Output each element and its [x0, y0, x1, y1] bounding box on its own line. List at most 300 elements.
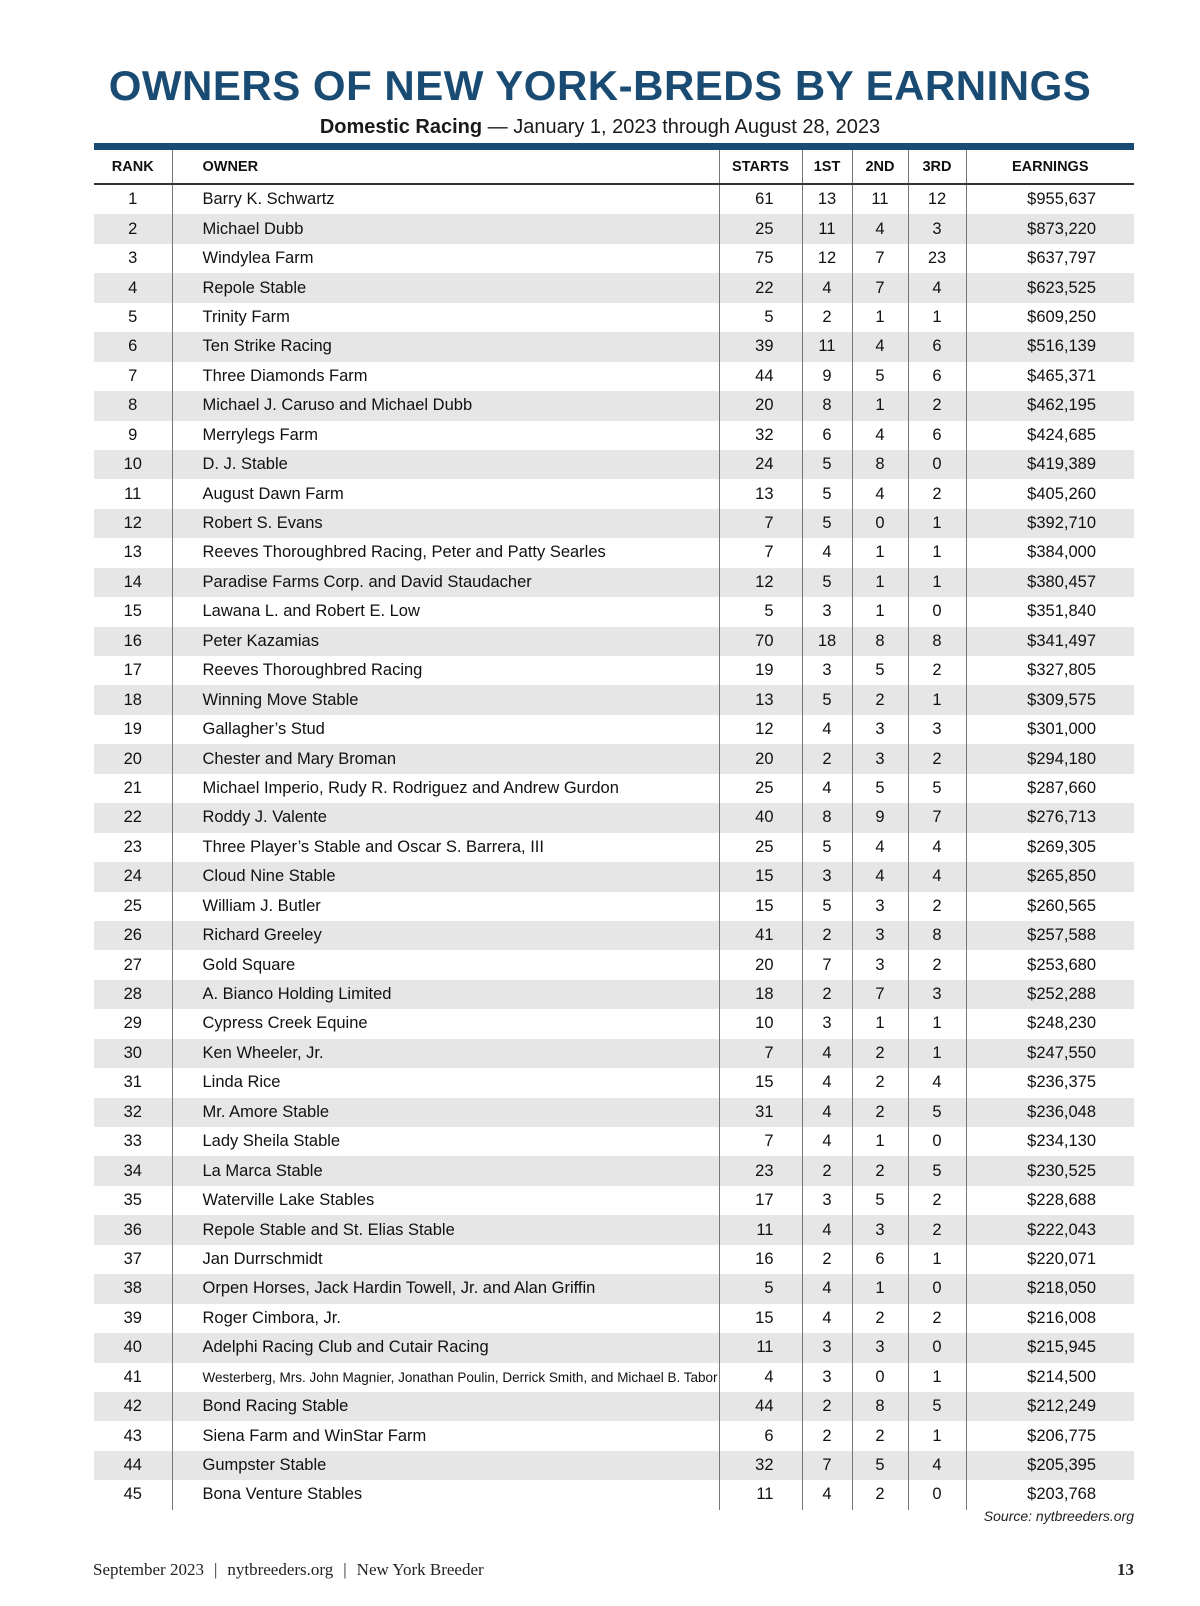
cell-owner: Bond Racing Stable: [172, 1392, 719, 1421]
table-row: [94, 568, 1134, 597]
cell-second: 3: [852, 1333, 908, 1362]
cell-second: 4: [852, 479, 908, 508]
cell-starts: 16: [719, 1245, 802, 1274]
cell-third: 4: [908, 1451, 966, 1480]
table-row: [94, 833, 1134, 862]
cell-earnings: $212,249: [966, 1392, 1134, 1421]
cell-earnings: $236,375: [966, 1068, 1134, 1097]
cell-first: 3: [802, 656, 852, 685]
cell-second: 5: [852, 1186, 908, 1215]
table-row: [94, 303, 1134, 332]
table-row: [94, 1186, 1134, 1215]
table-body: [94, 184, 1134, 1510]
cell-earnings: $214,500: [966, 1363, 1134, 1392]
cell-third: 0: [908, 1274, 966, 1303]
cell-first: 9: [802, 362, 852, 391]
cell-rank: 10: [94, 450, 172, 479]
cell-second: 4: [852, 833, 908, 862]
cell-rank: 4: [94, 273, 172, 302]
cell-starts: 44: [719, 1392, 802, 1421]
cell-earnings: $247,550: [966, 1039, 1134, 1068]
table-row: [94, 921, 1134, 950]
cell-starts: 32: [719, 1451, 802, 1480]
table-row: [94, 1068, 1134, 1097]
cell-earnings: $419,389: [966, 450, 1134, 479]
cell-second: 2: [852, 685, 908, 714]
footer-separator: |: [213, 1560, 218, 1579]
table-row: [94, 1304, 1134, 1333]
cell-starts: 61: [719, 184, 802, 214]
cell-first: 8: [802, 391, 852, 420]
cell-owner: Three Player’s Stable and Oscar S. Barrera, III: [172, 833, 719, 862]
subtitle-date-range: — January 1, 2023 through August 28, 2023: [487, 116, 881, 138]
table-row: [94, 1392, 1134, 1421]
cell-starts: 19: [719, 656, 802, 685]
cell-first: 3: [802, 597, 852, 626]
cell-third: 0: [908, 1480, 966, 1509]
cell-third: 5: [908, 1392, 966, 1421]
cell-first: 4: [802, 1274, 852, 1303]
cell-rank: 16: [94, 627, 172, 656]
cell-earnings: $380,457: [966, 568, 1134, 597]
cell-third: 5: [908, 1156, 966, 1185]
cell-first: 12: [802, 244, 852, 273]
cell-third: 2: [908, 950, 966, 979]
cell-third: 1: [908, 538, 966, 567]
cell-first: 3: [802, 1009, 852, 1038]
cell-earnings: $351,840: [966, 597, 1134, 626]
cell-starts: 25: [719, 214, 802, 243]
cell-earnings: $253,680: [966, 950, 1134, 979]
cell-second: 7: [852, 244, 908, 273]
subtitle-category: Domestic Racing: [319, 116, 483, 138]
cell-third: 1: [908, 685, 966, 714]
cell-starts: 5: [719, 597, 802, 626]
cell-starts: 12: [719, 715, 802, 744]
cell-owner: Peter Kazamias: [172, 627, 719, 656]
table-row: [94, 862, 1134, 891]
cell-owner: Chester and Mary Broman: [172, 744, 719, 773]
cell-third: 5: [908, 774, 966, 803]
cell-earnings: $465,371: [966, 362, 1134, 391]
cell-rank: 13: [123, 543, 142, 562]
cell-rank: 25: [123, 896, 142, 915]
table-top-rule: [94, 143, 1134, 150]
cell-second: 3: [852, 950, 908, 979]
cell-second: 1: [852, 391, 908, 420]
table-row: [94, 980, 1134, 1009]
cell-starts: 75: [719, 244, 802, 273]
cell-owner: Repole Stable: [172, 273, 719, 302]
cell-owner: Roddy J. Valente: [172, 803, 719, 832]
cell-rank: 27: [123, 955, 142, 974]
cell-first: 2: [802, 1156, 852, 1185]
cell-third: 0: [908, 1127, 966, 1156]
cell-earnings: $265,850: [966, 862, 1134, 891]
cell-first: 4: [802, 1098, 852, 1127]
cell-owner: Siena Farm and WinStar Farm: [172, 1421, 719, 1450]
cell-owner: Michael Dubb: [172, 214, 719, 243]
cell-third: 1: [908, 509, 966, 538]
cell-second: 3: [852, 892, 908, 921]
cell-earnings: $222,043: [966, 1215, 1134, 1244]
cell-first: 2: [802, 1421, 852, 1450]
cell-second: 2: [852, 1039, 908, 1068]
table-row: [94, 509, 1134, 538]
table-row: [94, 1451, 1134, 1480]
cell-starts: 15: [719, 1068, 802, 1097]
cell-owner: Three Diamonds Farm: [172, 362, 719, 391]
cell-earnings: $228,688: [966, 1186, 1134, 1215]
cell-starts: 25: [719, 774, 802, 803]
cell-rank: 14: [94, 568, 172, 597]
cell-rank: 21: [123, 778, 142, 797]
cell-rank: 31: [123, 1073, 142, 1092]
cell-third: 5: [908, 1098, 966, 1127]
cell-rank: 1: [128, 190, 138, 209]
cell-owner: August Dawn Farm: [172, 479, 719, 508]
cell-second: 3: [852, 1215, 908, 1244]
cell-starts: 23: [719, 1156, 802, 1185]
cell-owner: Windylea Farm: [172, 244, 719, 273]
cell-second: 2: [852, 1068, 908, 1097]
cell-third: 1: [908, 1039, 966, 1068]
table-row: [94, 744, 1134, 773]
table-row: [94, 1421, 1134, 1450]
cell-first: 5: [802, 568, 852, 597]
cell-second: 5: [852, 362, 908, 391]
table-row: [94, 597, 1134, 626]
cell-earnings: $609,250: [966, 303, 1134, 332]
cell-second: 1: [852, 1274, 908, 1303]
cell-starts: 18: [719, 980, 802, 1009]
header-first: 1ST: [802, 150, 852, 184]
cell-owner: Robert S. Evans: [172, 509, 719, 538]
cell-rank: 22: [94, 803, 172, 832]
cell-rank: 18: [94, 685, 172, 714]
table-row: [94, 1363, 1134, 1392]
cell-rank: 40: [94, 1333, 172, 1362]
header-earnings: EARNINGS: [966, 150, 1134, 184]
cell-third: 2: [908, 656, 966, 685]
cell-starts: 5: [719, 1274, 802, 1303]
table-row: [94, 715, 1134, 744]
cell-earnings: $252,288: [966, 980, 1134, 1009]
cell-third: 7: [908, 803, 966, 832]
table-row: [94, 892, 1134, 921]
cell-third: 6: [908, 332, 966, 361]
cell-starts: 15: [719, 1304, 802, 1333]
cell-owner: Bona Venture Stables: [172, 1480, 719, 1509]
header-row: [94, 150, 1134, 184]
cell-owner: Repole Stable and St. Elias Stable: [172, 1215, 719, 1244]
cell-second: 9: [852, 803, 908, 832]
cell-starts: 32: [719, 421, 802, 450]
cell-earnings: $260,565: [966, 892, 1134, 921]
cell-second: 1: [852, 1009, 908, 1038]
cell-earnings: $294,180: [966, 744, 1134, 773]
cell-rank: 33: [123, 1132, 142, 1151]
cell-first: 4: [802, 1304, 852, 1333]
cell-earnings: $405,260: [966, 479, 1134, 508]
cell-rank: 11: [124, 484, 142, 503]
cell-rank: 34: [94, 1156, 172, 1185]
table-row: [94, 332, 1134, 361]
cell-earnings: $309,575: [966, 685, 1134, 714]
cell-earnings: $424,685: [966, 421, 1134, 450]
cell-third: 2: [908, 892, 966, 921]
header-owner: OWNER: [172, 150, 719, 184]
cell-rank: 26: [94, 921, 172, 950]
table-row: [94, 1245, 1134, 1274]
cell-third: 3: [908, 980, 966, 1009]
cell-first: 2: [802, 921, 852, 950]
cell-earnings: $955,637: [966, 184, 1134, 214]
cell-rank: 35: [123, 1191, 142, 1210]
cell-earnings: $215,945: [966, 1333, 1134, 1362]
earnings-table: [94, 150, 1134, 1510]
table-row: [94, 1480, 1134, 1509]
cell-second: 8: [852, 1392, 908, 1421]
cell-first: 3: [802, 1186, 852, 1215]
cell-starts: 31: [719, 1098, 802, 1127]
cell-earnings: $230,525: [966, 1156, 1134, 1185]
table-row: [94, 803, 1134, 832]
cell-owner: William J. Butler: [172, 892, 719, 921]
table-row: [94, 685, 1134, 714]
table-row: [94, 1333, 1134, 1362]
header-rank: RANK: [94, 150, 172, 184]
cell-third: 1: [908, 1363, 966, 1392]
cell-first: 2: [802, 1392, 852, 1421]
cell-third: 1: [908, 1421, 966, 1450]
table-row: [94, 1274, 1134, 1303]
cell-first: 5: [802, 509, 852, 538]
cell-starts: 24: [719, 450, 802, 479]
cell-starts: 20: [719, 950, 802, 979]
cell-first: 4: [802, 715, 852, 744]
cell-third: 2: [908, 479, 966, 508]
cell-second: 3: [852, 744, 908, 773]
cell-second: 7: [852, 273, 908, 302]
cell-owner: Michael Imperio, Rudy R. Rodriguez and Andrew Gurdon: [172, 774, 719, 803]
cell-starts: 22: [719, 273, 802, 302]
cell-starts: 70: [719, 627, 802, 656]
cell-earnings: $220,071: [966, 1245, 1134, 1274]
cell-rank: 45: [123, 1485, 142, 1504]
table-row: [94, 1215, 1134, 1244]
cell-rank: 36: [94, 1215, 172, 1244]
cell-second: 3: [852, 715, 908, 744]
cell-first: 2: [802, 744, 852, 773]
table-row: [94, 273, 1134, 302]
cell-owner: Lady Sheila Stable: [172, 1127, 719, 1156]
cell-rank: 15: [123, 602, 142, 621]
table-row: [94, 538, 1134, 567]
cell-third: 8: [908, 627, 966, 656]
subtitle: [0, 116, 1200, 139]
table-row: [94, 391, 1134, 420]
footer-publication: New York Breeder: [356, 1560, 484, 1579]
table-row: [94, 214, 1134, 243]
cell-third: 2: [908, 744, 966, 773]
cell-earnings: $384,000: [966, 538, 1134, 567]
table-row: [94, 1009, 1134, 1038]
cell-first: 13: [802, 184, 852, 214]
cell-starts: 39: [719, 332, 802, 361]
cell-first: 4: [802, 1127, 852, 1156]
cell-third: 0: [908, 450, 966, 479]
cell-starts: 11: [719, 1333, 802, 1362]
cell-second: 1: [852, 303, 908, 332]
cell-rank: 24: [94, 862, 172, 891]
footer-site: nytbreeders.org: [227, 1560, 334, 1579]
cell-rank: 44: [94, 1451, 172, 1480]
cell-first: 11: [802, 332, 852, 361]
header-third: 3RD: [908, 150, 966, 184]
cell-starts: 25: [719, 833, 802, 862]
cell-first: 4: [802, 273, 852, 302]
cell-third: 8: [908, 921, 966, 950]
cell-rank: 43: [123, 1426, 142, 1445]
cell-third: 4: [908, 273, 966, 302]
cell-rank: 5: [128, 307, 138, 326]
cell-rank: 23: [123, 837, 142, 856]
cell-second: 2: [852, 1480, 908, 1509]
cell-third: 0: [908, 597, 966, 626]
cell-owner: Mr. Amore Stable: [172, 1098, 719, 1127]
cell-rank: 32: [94, 1098, 172, 1127]
cell-third: 2: [908, 391, 966, 420]
cell-rank: 2: [94, 214, 172, 243]
cell-starts: 11: [719, 1480, 802, 1509]
cell-first: 4: [802, 1215, 852, 1244]
cell-first: 7: [802, 950, 852, 979]
cell-first: 3: [802, 1363, 852, 1392]
cell-second: 2: [852, 1098, 908, 1127]
cell-starts: 20: [719, 744, 802, 773]
cell-third: 2: [908, 1304, 966, 1333]
cell-earnings: $637,797: [966, 244, 1134, 273]
cell-second: 4: [852, 332, 908, 361]
table-row: [94, 479, 1134, 508]
cell-second: 4: [852, 214, 908, 243]
cell-first: 5: [802, 892, 852, 921]
cell-starts: 7: [719, 538, 802, 567]
cell-earnings: $301,000: [966, 715, 1134, 744]
cell-second: 2: [852, 1304, 908, 1333]
earnings-table-container: [94, 143, 1134, 1510]
cell-owner: Linda Rice: [172, 1068, 719, 1097]
cell-second: 5: [852, 774, 908, 803]
footer-issue: September 2023: [93, 1560, 204, 1579]
cell-earnings: $623,525: [966, 273, 1134, 302]
cell-earnings: $234,130: [966, 1127, 1134, 1156]
page-footer: [93, 1560, 484, 1580]
cell-owner: Roger Cimbora, Jr.: [172, 1304, 719, 1333]
cell-first: 5: [802, 685, 852, 714]
cell-starts: 7: [719, 1039, 802, 1068]
cell-first: 5: [802, 450, 852, 479]
cell-second: 5: [852, 1451, 908, 1480]
cell-third: 3: [908, 715, 966, 744]
page-title: OWNERS OF NEW YORK-BREDS BY EARNINGS: [108, 62, 1092, 109]
cell-rank: 9: [128, 425, 138, 444]
cell-second: 0: [852, 1363, 908, 1392]
cell-owner: A. Bianco Holding Limited: [172, 980, 719, 1009]
cell-first: 5: [802, 833, 852, 862]
header-starts: STARTS: [719, 150, 802, 184]
cell-owner: Jan Durrschmidt: [172, 1245, 719, 1274]
cell-first: 6: [802, 421, 852, 450]
cell-owner: Richard Greeley: [172, 921, 719, 950]
cell-first: 4: [802, 538, 852, 567]
footer-separator: |: [343, 1560, 347, 1579]
cell-owner: Waterville Lake Stables: [172, 1186, 719, 1215]
cell-second: 1: [852, 597, 908, 626]
cell-earnings: $206,775: [966, 1421, 1134, 1450]
cell-owner: Ken Wheeler, Jr.: [172, 1039, 719, 1068]
cell-second: 3: [852, 921, 908, 950]
cell-first: 2: [802, 1245, 852, 1274]
cell-owner: Orpen Horses, Jack Hardin Towell, Jr. and Alan Griffin: [172, 1274, 719, 1303]
cell-rank: 37: [123, 1249, 142, 1268]
cell-owner: Winning Move Stable: [172, 685, 719, 714]
cell-rank: 6: [94, 332, 172, 361]
cell-rank: 19: [123, 720, 142, 739]
cell-starts: 17: [719, 1186, 802, 1215]
cell-third: 0: [908, 1333, 966, 1362]
cell-second: 7: [852, 980, 908, 1009]
header-second: 2ND: [852, 150, 908, 184]
cell-earnings: $216,008: [966, 1304, 1134, 1333]
cell-earnings: $873,220: [966, 214, 1134, 243]
cell-starts: 13: [719, 479, 802, 508]
cell-first: 8: [802, 803, 852, 832]
cell-rank: 12: [94, 509, 172, 538]
cell-owner: Gold Square: [172, 950, 719, 979]
table-row: [94, 362, 1134, 391]
cell-third: 12: [908, 184, 966, 214]
table-row: [94, 184, 1134, 214]
table-row: [94, 656, 1134, 685]
cell-second: 8: [852, 627, 908, 656]
cell-earnings: $269,305: [966, 833, 1134, 862]
table-row: [94, 1127, 1134, 1156]
table-row: [94, 244, 1134, 273]
cell-owner: Paradise Farms Corp. and David Staudacher: [172, 568, 719, 597]
page-number: 13: [1117, 1560, 1134, 1579]
cell-owner: D. J. Stable: [172, 450, 719, 479]
cell-earnings: $276,713: [966, 803, 1134, 832]
cell-rank: 38: [94, 1274, 172, 1303]
cell-owner: Merrylegs Farm: [172, 421, 719, 450]
cell-first: 3: [802, 862, 852, 891]
cell-owner: Reeves Thoroughbred Racing, Peter and Patty Searles: [172, 538, 719, 567]
cell-third: 1: [908, 568, 966, 597]
cell-starts: 4: [719, 1363, 802, 1392]
cell-second: 1: [852, 538, 908, 567]
cell-third: 1: [908, 1009, 966, 1038]
cell-third: 1: [908, 1245, 966, 1274]
cell-second: 11: [852, 184, 908, 214]
cell-starts: 10: [719, 1009, 802, 1038]
cell-third: 4: [908, 833, 966, 862]
cell-starts: 7: [719, 1127, 802, 1156]
cell-owner: Lawana L. and Robert E. Low: [172, 597, 719, 626]
cell-owner: Adelphi Racing Club and Cutair Racing: [172, 1333, 719, 1362]
cell-first: 4: [802, 1480, 852, 1509]
